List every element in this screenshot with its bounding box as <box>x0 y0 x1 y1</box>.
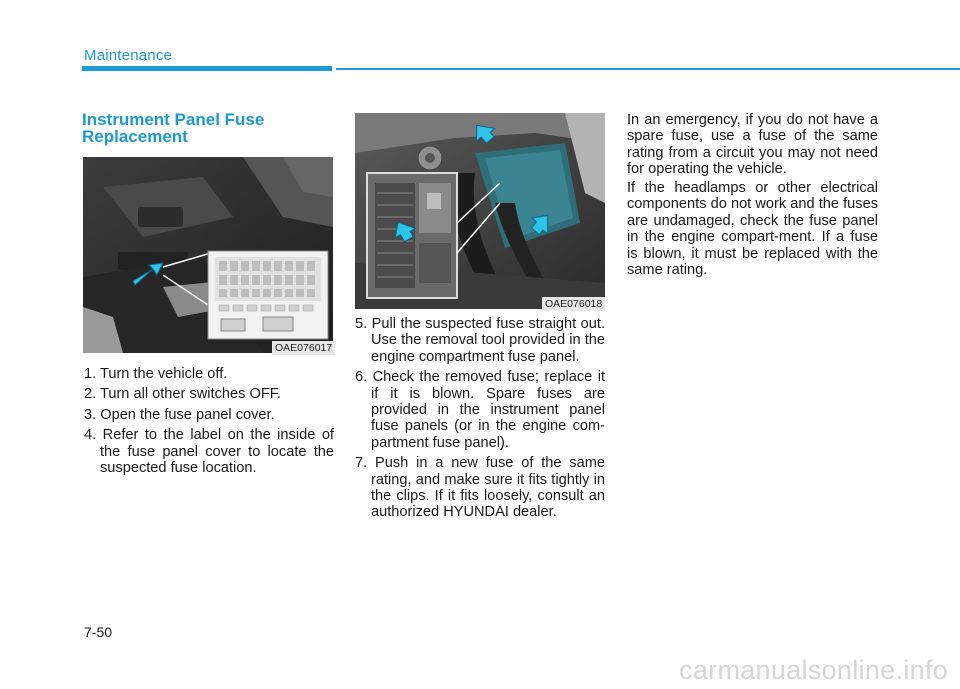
watermark: carmanualsonline.info <box>679 655 948 685</box>
paragraph: In an emergency, if you do not have a spare fuse, use a fuse of the same rating from a circuit you may not need for operating the vehicle. <box>627 112 878 178</box>
figure-instrument-panel-fuse <box>83 157 333 353</box>
figure-engine-compartment-fuse <box>355 113 605 309</box>
section-title: Instrument Panel Fuse Replacement <box>82 110 265 146</box>
page-number: 7-50 <box>84 624 113 640</box>
list-item: 6. Check the removed fuse; replace it if it is blown. Spare fuses are provided in the instrument panel fuse panels (or in the engine com-partment fuse panel). <box>355 369 605 451</box>
section-header-label: Maintenance <box>84 47 173 64</box>
fuse-panel-inset <box>208 251 328 339</box>
list-item: 1. Turn the vehicle off. <box>84 366 228 382</box>
list-item: 7. Push in a new fuse of the same rating, and make sure it fits tightly in the clips. If it fits loosely, consult an authorized HYUNDAI dealer. <box>355 455 605 521</box>
list-item: 5. Pull the suspected fuse straight out. Use the removal tool provided in the engine compartment fuse panel. <box>355 316 605 365</box>
list-item: 4. Refer to the label on the inside of the fuse panel cover to locate the suspected fuse location. <box>84 427 334 477</box>
list-item: 2. Turn all other switches OFF. <box>84 386 282 403</box>
list-item: 3. Open the fuse panel cover. <box>84 406 275 423</box>
header-rule-thick <box>82 66 332 71</box>
figure-caption: OAE076017 <box>272 341 335 355</box>
paragraph: If the headlamps or other electrical components do not work and the fuses are undamaged, check the fuse panel in the engine compart-ment. If a fuse is blown, it must be replaced with the same rating. <box>627 180 878 279</box>
figure-caption: OAE076018 <box>542 297 605 311</box>
steps-list-left <box>84 366 334 480</box>
steps-list-middle <box>355 316 605 525</box>
header-rule-thin <box>336 68 960 70</box>
